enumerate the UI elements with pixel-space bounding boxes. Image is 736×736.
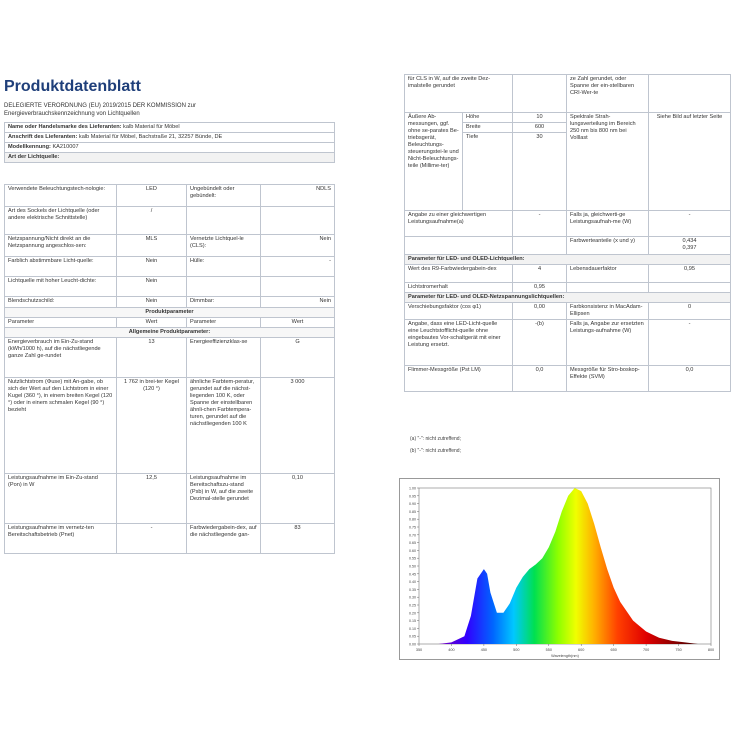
table-row: Angabe zu einer gleichwertigen Leistungsaufnahme(a) - Falls ja, gleichwerti-ge Leistungsaufnah-me (W) - bbox=[405, 211, 731, 237]
model-row: Modellkennung: KA210007 bbox=[5, 143, 335, 153]
y-tick-label: 0.65 bbox=[409, 541, 416, 546]
y-tick-label: 0.20 bbox=[409, 611, 416, 616]
y-tick-label: 0.00 bbox=[409, 642, 416, 647]
table-row: Angabe, dass eine LED-Licht-quelle eine Leuchtstofflicht-quelle ohne eingebautes Vor-schaltgerät mit einer Leistung ersetzt. -(b) Falls ja, Angabe zur ersetzten Leistungs-aufnahme (W) - bbox=[405, 320, 731, 366]
params-column-header-row: Parameter Wert Parameter Wert bbox=[5, 318, 335, 328]
x-tick-label: 600 bbox=[578, 648, 585, 652]
y-tick-label: 0.80 bbox=[409, 517, 416, 522]
supplier-address-row: Anschrift des Lieferanten: kalb Material für Möbel, Bachstraße 21, 32257 Bünde, DE bbox=[5, 133, 335, 143]
y-tick-label: 0.85 bbox=[409, 509, 416, 514]
datasheet-page-right bbox=[404, 74, 730, 464]
regulation-line-2: Energieverbrauchskennzeichnung von Lichtquellen bbox=[4, 111, 140, 117]
y-tick-label: 0.75 bbox=[409, 525, 416, 530]
table-row: Leistungsaufnahme im vernetz-ten Bereitschaftsbetrieb (Pnet) - Farbwiedergabein-dex, auf die nächstliegende gan- 83 bbox=[5, 524, 335, 554]
y-tick-label: 0.15 bbox=[409, 619, 416, 624]
y-tick-label: 0.40 bbox=[409, 580, 416, 585]
table-row: Verschiebungsfaktor (cos φ1) 0,00 Farbkonsistenz in MacAdam-Ellipsen 0 bbox=[405, 303, 731, 320]
y-tick-label: 0.30 bbox=[409, 595, 416, 600]
x-tick-label: 350 bbox=[415, 648, 423, 652]
light-type-table bbox=[4, 184, 335, 554]
y-tick-label: 0.10 bbox=[409, 626, 416, 631]
x-tick-label: 550 bbox=[545, 648, 552, 652]
x-axis-label: Wavelength(nm) bbox=[551, 654, 579, 658]
table-row: für CLS in W, auf die zweite Dez-imalstelle gerundet ze Zahl gerundet, oder Spanne der ein-stellbaren CRI-Wer-te bbox=[405, 75, 731, 113]
x-tick-label: 650 bbox=[610, 648, 617, 652]
table-row: Energieverbrauch im Ein-Zu-stand (kWh/1000 h), auf die nächstliegende ganze Zahl ge-rundet 13 Energieeffizienzklas-se G bbox=[5, 338, 335, 378]
right-params-table bbox=[404, 74, 731, 392]
table-row: Flimmer-Messgröße (Pst LM) 0,0 Messgröße für Stro-boskop-Effekte (SVM) 0,0 bbox=[405, 366, 731, 392]
table-row: Netzspannung/Nicht direkt an die Netzspannung angeschlos-sen: MLS Vernetzte Lichtquel-le (CLS): Nein bbox=[5, 235, 335, 257]
dims-row-height: Äußere Ab-messungen, ggf. ohne se-parates Be-triebsgerät, Beleuchtungs-steuerungstei-le und Nicht-Beleuchtungs-teile (Millime-ter) Höhe 10 Spektrale Strah-lungsverteilung im Bereich 250 nm bis 800 nm bei Volllast Siehe Bild auf letzter Seite bbox=[405, 113, 731, 123]
dims-row-width: Breite 600 bbox=[405, 123, 731, 133]
x-tick-label: 400 bbox=[448, 648, 455, 652]
dims-row-depth: Tiefe 30 bbox=[405, 133, 731, 211]
y-tick-label: 0.50 bbox=[409, 564, 416, 569]
y-tick-label: 0.60 bbox=[409, 548, 416, 553]
table-row: Lichtquelle mit hoher Leucht-dichte: Nein bbox=[5, 277, 335, 297]
x-tick-label: 450 bbox=[480, 648, 488, 652]
spectral-value: Siehe Bild auf letzter Seite bbox=[649, 113, 731, 211]
general-params-header: Allgemeine Produktparameter: bbox=[5, 328, 335, 338]
footnote-b: (b) "-": nicht zutreffend; bbox=[410, 448, 461, 454]
y-tick-label: 0.45 bbox=[409, 572, 416, 577]
spectrum-chart-svg bbox=[399, 478, 720, 660]
y-tick-label: 0.25 bbox=[409, 603, 416, 608]
y-tick-label: 0.05 bbox=[409, 634, 416, 639]
y-tick-label: 0.70 bbox=[409, 533, 416, 538]
table-row: Verwendete Beleuchtungstech-nologie: LED Ungebündelt oder gebündelt: NDLS bbox=[5, 185, 335, 207]
led-params-header: Parameter für LED- und OLED-Lichtquellen: bbox=[405, 255, 731, 265]
table-row: Wert des R9-Farbwiedergabein-dex 4 Lebensdauerfaktor 0,95 bbox=[405, 265, 731, 283]
x-tick-label: 750 bbox=[675, 648, 682, 652]
page-title: Produktdatenblatt bbox=[4, 78, 141, 95]
y-tick-label: 0.95 bbox=[409, 494, 416, 499]
dimensions-label: Äußere Ab-messungen, ggf. ohne se-parates Be-triebsgerät, Beleuchtungs-steuerungstei-le und Nicht-Beleuchtungs-teile (Millime-ter) bbox=[405, 113, 463, 211]
y-tick-label: 1.00 bbox=[409, 486, 416, 491]
x-tick-label: 800 bbox=[707, 648, 715, 652]
datasheet-page-left bbox=[2, 74, 334, 580]
y-tick-label: 0.90 bbox=[409, 502, 416, 507]
regulation-line-1: DELEGIERTE VERORDNUNG (EU) 2019/2015 DER KOMMISSION zur bbox=[4, 103, 196, 109]
table-row: Farblich abstimmbare Licht-quelle: Nein Hülle: - bbox=[5, 257, 335, 277]
table-row: Lichtstromerhalt 0,95 bbox=[405, 283, 731, 293]
table-row: Nutzlichtstrom (Φuse) mit An-gabe, ob sich der Wert auf den Lichtstrom in einer Kugel (360 °), in einem breiten Kegel (120 °) oder in einem schmalen Kegel (90 °) bezieht 1 762 in brei-ter Kegel (120 °) ähnliche Farbtem-peratur, gerundet auf die nächst-liegenden 100 K, oder Spanne der einstellbaren ähnli-chen Farbtempera-turen, gerundet auf die nächstliegenden 100 K 3 000 bbox=[5, 378, 335, 474]
table-row: Farbwerteanteile (x und y) 0,434 0,397 bbox=[405, 237, 731, 255]
table-row: Blendschutzschild: Nein Dimmbar: Nein bbox=[5, 297, 335, 308]
y-tick-label: 0.35 bbox=[409, 587, 416, 592]
spectral-label: Spektrale Strah-lungsverteilung im Bereich 250 nm bis 800 nm bei Volllast bbox=[567, 113, 649, 211]
supplier-name-row: Name oder Handelsmarke des Lieferanten: kalb Material für Möbel bbox=[5, 123, 335, 133]
mains-params-header: Parameter für LED- und OLED-Netzspannungslichtquellen: bbox=[405, 293, 731, 303]
table-row: Art des Sockels der Lichtquelle (oder andere elektrische Schnittstelle) / bbox=[5, 207, 335, 235]
supplier-table bbox=[4, 122, 335, 163]
product-params-header: Produktparameter bbox=[5, 308, 335, 318]
x-tick-label: 700 bbox=[642, 648, 650, 652]
light-type-header: Art der Lichtquelle: bbox=[5, 153, 335, 163]
footnote-a: (a) "-": nicht zutreffend; bbox=[410, 436, 461, 442]
y-tick-label: 0.55 bbox=[409, 556, 416, 561]
x-tick-label: 500 bbox=[513, 648, 520, 652]
spectrum-chart bbox=[399, 478, 720, 660]
table-row: Leistungsaufnahme im Ein-Zu-stand (Pon) in W 12,5 Leistungsaufnahme im Bereitschaftszu-stand (Psb) in W, auf die zweite Dezimal-stelle gerundet 0,10 bbox=[5, 474, 335, 524]
